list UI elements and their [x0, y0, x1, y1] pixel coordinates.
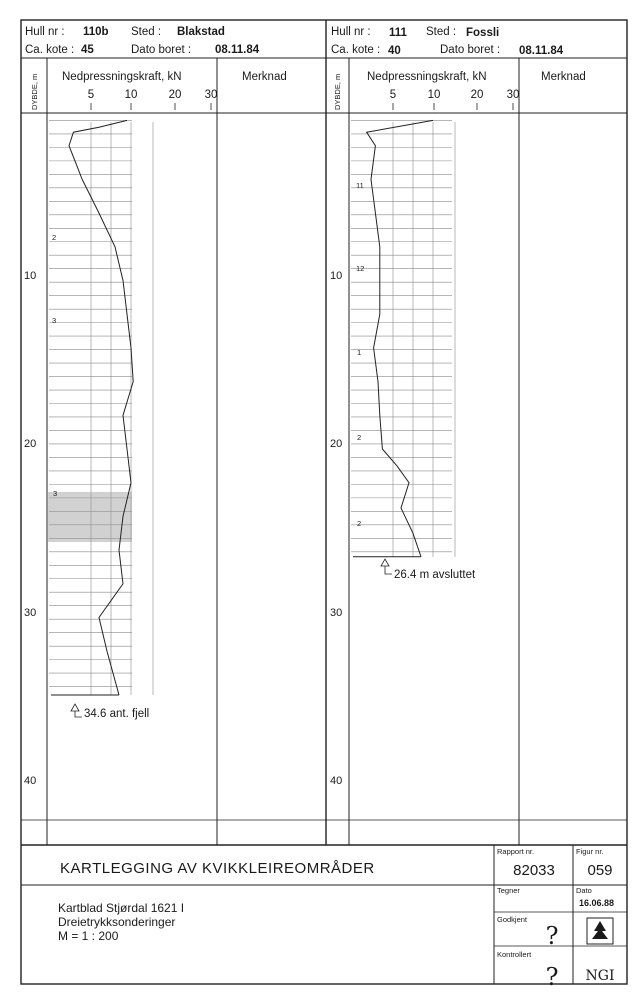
curve-mark: 1 — [357, 348, 362, 357]
force-tick-30: 30 — [204, 89, 218, 101]
sted-value: Blakstad — [177, 26, 225, 38]
curve-mark: 2 — [357, 433, 362, 442]
borehole-panel-111 — [326, 26, 627, 845]
depth-axis-header: DYBDE, m — [30, 73, 39, 110]
final-depth-note: 26.4 m avsluttet — [394, 569, 476, 581]
remark-header: Merknad — [242, 71, 287, 83]
tegner-label: Tegner — [497, 886, 520, 895]
force-tick-10: 10 — [124, 89, 138, 101]
rapport-nr: 82033 — [513, 862, 555, 879]
final-depth-note: 34.6 ant. fjell — [84, 708, 150, 720]
hull-nr-value: 110b — [83, 26, 109, 38]
end-marker-icon — [71, 704, 82, 717]
tree-icon — [592, 921, 608, 939]
depth-tick-10: 10 — [24, 270, 37, 282]
sted-value: Fossli — [466, 27, 500, 39]
end-marker-icon — [381, 559, 392, 574]
borehole-panel-110b — [21, 26, 326, 845]
force-tick-10: 10 — [427, 89, 441, 101]
logo-text: NGI — [585, 968, 615, 984]
ngi-logo — [586, 918, 615, 984]
dato-value: 16.06.88 — [579, 898, 615, 908]
dato-label: Dato boret : — [131, 44, 192, 56]
godkjent-signature: ? — [545, 922, 559, 950]
dato-value: 08.11.84 — [519, 45, 564, 57]
dato-value: 08.11.84 — [215, 44, 260, 56]
curve-mark: 11 — [356, 181, 364, 190]
godkjent-label: Godkjent — [497, 915, 528, 924]
force-header: Nedpressningskraft, kN — [62, 71, 182, 83]
scale: M = 1 : 200 — [58, 929, 119, 943]
dato-label: Dato boret : — [440, 44, 501, 56]
curve-mark: 3 — [52, 316, 57, 325]
hull-nr-label: Hull nr : — [331, 26, 371, 38]
depth-tick-20: 20 — [330, 438, 343, 450]
curve-mark: 2 — [357, 519, 362, 528]
sounding-grid-110b — [49, 120, 153, 695]
force-tick-20: 20 — [470, 89, 484, 101]
kontrollert-signature: ? — [545, 963, 559, 991]
title-block — [21, 845, 627, 991]
hull-nr-value: 111 — [389, 27, 407, 39]
map-sheet: Kartblad Stjørdal 1621 I — [58, 901, 185, 915]
penetration-curve-110b — [51, 120, 133, 695]
kontrollert-label: Kontrollert — [497, 950, 532, 959]
dato-label: Dato — [576, 886, 592, 895]
depth-tick-30: 30 — [330, 607, 343, 619]
kote-label: Ca. kote : — [331, 44, 381, 56]
depth-tick-40: 40 — [24, 775, 37, 787]
figur-nr: 059 — [587, 862, 613, 879]
hull-nr-label: Hull nr : — [25, 26, 65, 38]
curve-mark: 3 — [53, 489, 58, 498]
force-tick-30: 30 — [506, 89, 520, 101]
depth-tick-30: 30 — [24, 607, 37, 619]
kote-value: 45 — [81, 44, 94, 56]
kote-value: 40 — [388, 45, 401, 57]
sounding-grid-111 — [351, 120, 455, 556]
depth-axis-header: DYBDE, m — [333, 73, 342, 110]
figur-label: Figur nr. — [576, 847, 604, 856]
kote-label: Ca. kote : — [25, 44, 75, 56]
sted-label: Sted : — [131, 26, 162, 38]
force-header: Nedpressningskraft, kN — [367, 71, 487, 83]
force-tick-20: 20 — [168, 89, 182, 101]
depth-tick-10: 10 — [330, 270, 343, 282]
force-tick-5: 5 — [87, 89, 95, 101]
curve-mark: 2 — [52, 233, 57, 242]
depth-tick-40: 40 — [330, 775, 343, 787]
method: Dreietrykksonderinger — [58, 915, 176, 929]
curve-mark: 12 — [356, 264, 365, 273]
remark-header: Merknad — [541, 71, 586, 83]
sted-label: Sted : — [426, 26, 457, 38]
rapport-label: Rapport nr. — [497, 847, 535, 856]
project-title: KARTLEGGING AV KVIKKLEIREOMRÅDER — [60, 860, 375, 877]
force-tick-5: 5 — [389, 89, 397, 101]
sample-hatch — [48, 492, 132, 542]
depth-tick-20: 20 — [24, 438, 37, 450]
